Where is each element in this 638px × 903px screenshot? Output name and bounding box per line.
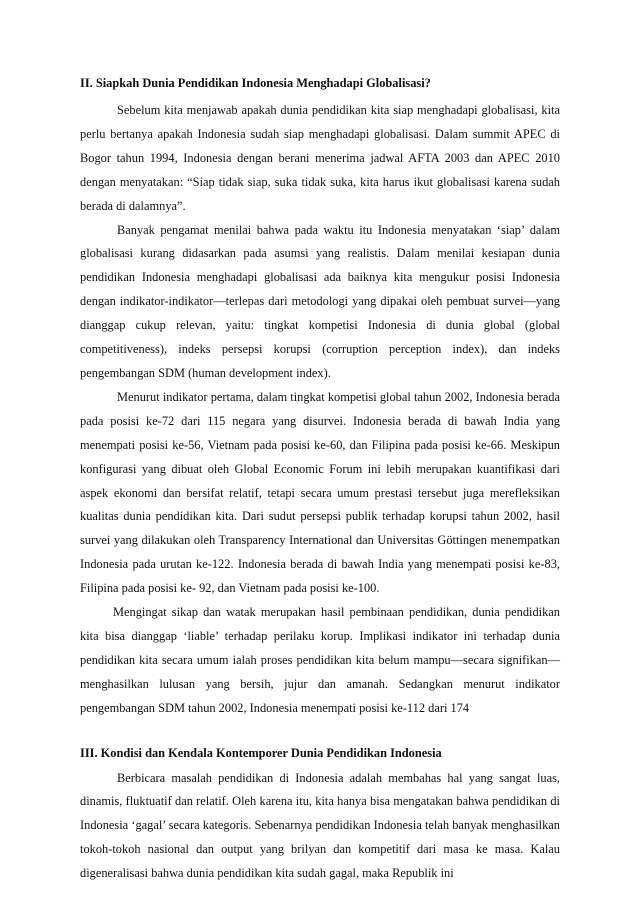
document-body	[80, 70, 560, 886]
section-heading-3: III. Kondisi dan Kendala Kontemporer Dunia Pendidikan Indonesia	[80, 745, 442, 760]
paragraph: Berbicara masalah pendidikan di Indonesia adalah membahas hal yang sangat luas, dinamis, fluktuatif dan relatif. Oleh karena itu, kita hanya bisa mengatakan bahwa pendidikan di Indonesia ‘gagal’ secara kategoris. Sebenarnya pendidikan Indonesia telah banyak menghasilkan tokoh-tokoh nasional dan output yang brilyan dan kompetitif dari masa ke masa. Kalau digeneralisasi bahwa dunia pendidikan kita sudah gagal, maka Republik ini	[80, 770, 560, 881]
paragraph: Mengingat sikap dan watak merupakan hasil pembinaan pendidikan, dunia pendidikan kita bisa dianggap ‘liable’ terhadap perilaku korup. Implikasi indikator ini terhadap dunia pendidikan kita secara umum ialah proses pendidikan kita belum mampu—secara signifikan—menghasilkan lulusan yang bersih, jujur dan amanah. Sedangkan menurut indikator pengembangan SDM tahun 2002, Indonesia menempati posisi ke-112 dari 174	[80, 605, 560, 715]
paragraph: Banyak pengamat menilai bahwa pada waktu itu Indonesia menyatakan ‘siap’ dalam globalisasi kurang didasarkan pada asumsi yang realistis. Dalam menilai kesiapan dunia pendidikan Indonesia menghadapi globalisasi ada baiknya kita mengukur posisi Indonesia dengan indikator-indikator—terlepas dari metodologi yang dipakai oleh pembuat survei—yang dianggap cukup relevan, yaitu: tingkat kompetisi Indonesia di dunia global (global competitiveness), indeks persepsi korupsi (corruption perception index), dan indeks pengembangan SDM (human development index).	[80, 222, 560, 380]
paragraph: Sebelum kita menjawab apakah dunia pendidikan kita siap menghadapi globalisasi, kita perlu bertanya apakah Indonesia sudah siap menghadapi globalisasi. Dalam summit APEC di Bogor tahun 1994, Indonesia dengan berani menerima jadwal AFTA 2003 dan APEC 2010 dengan menyatakan: “Siap tidak siap, suka tidak suka, kita harus ikut globalisasi karena sudah berada di dalamnya”.	[80, 103, 560, 213]
paragraph: Menurut indikator pertama, dalam tingkat kompetisi global tahun 2002, Indonesia berada pada posisi ke-72 dari 115 negara yang disurvei. Indonesia berada di bawah India yang menempati posisi ke-56, Vietnam pada posisi ke-60, dan Filipina pada posisi ke-66. Meskipun konfigurasi yang dibuat oleh Global Economic Forum ini lebih merupakan kuantifikasi dari aspek ekonomi dan bersifat relatif, tetapi secara umum prestasi tersebut juga merefleksikan kualitas dunia pendidikan kita. Dari sudut persepsi publik terhadap korupsi tahun 2002, hasil survei yang dilakukan oleh Transparency International dan Universitas Göttingen menempatkan Indonesia pada urutan ke-122. Indonesia berada di bawah India yang menempati posisi ke-83, Filipina pada posisi ke- 92, dan Vietnam pada posisi ke-100.	[80, 389, 560, 596]
section-heading-2: II. Siapkah Dunia Pendidikan Indonesia Menghadapi Globalisasi?	[80, 76, 431, 90]
